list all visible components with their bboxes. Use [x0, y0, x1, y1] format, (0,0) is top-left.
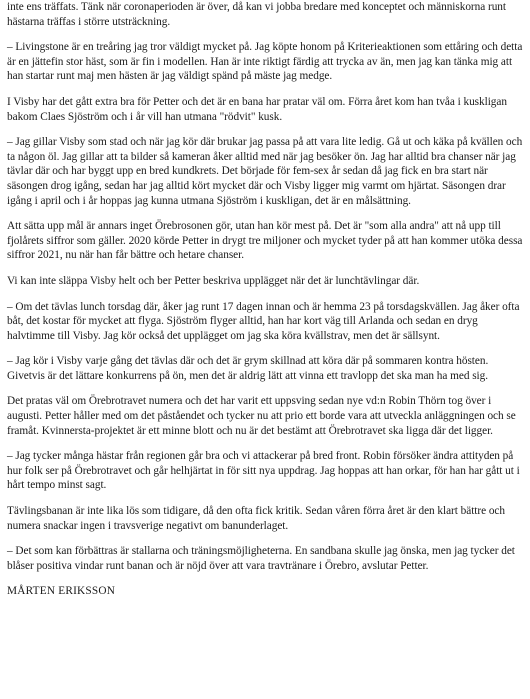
article-body: [7, 0, 525, 599]
author-byline: MÅRTEN ERIKSSON: [7, 585, 116, 598]
article-paragraph: Tävlingsbanan är inte lika lös som tidigare, då den ofta fick kritik. Sedan våren förra året är den klart bättre och numera snackar ingen i travsverige negativt om banunderlaget.: [7, 505, 505, 532]
article-paragraph: – Om det tävlas lunch torsdag där, åker jag runt 17 dagen innan och är hemma 23 på torsdagskvällen. Jag åker ofta båt, det kostar för mycket att flyga. Sjöström flyger alltid, han har kort väg till Arlanda och sedan en dryg halvtimme till Visby. Jag kör också det upplägget om jag ska köra kvällstrav, men det är sällsynt.: [7, 300, 520, 342]
article-paragraph: Det pratas väl om Örebrotravet numera och det har varit ett uppsving sedan nye vd:n Robin Thörn tog över i augusti. Petter håller med om det påståendet och tycker nu att prio ett borde vara att utveckla anläggningen och se framåt. Kvinnersta-projektet är ett minne blott och nu är det bestämt att Örebrotravet ska ligga där det ligger.: [7, 395, 516, 437]
article-paragraph: Att sätta upp mål är annars inget Örebrosonen gör, utan han kör mest på. Det är "som alla andra" att nå upp till fjolårets siffror som gäller. 2020 körde Petter in drygt tre miljoner och mycket tyder på att han kommer utöka dessa siffror 2021, nu när han får bättre och hetare chanser.: [7, 220, 523, 262]
article-paragraph: inte ens träffats. Tänk när coronaperioden är över, då kan vi jobba bredare med konceptet och människorna runt hästarna träffas i större utsträckning.: [7, 1, 506, 28]
article-paragraph: – Det som kan förbättras är stallarna och träningsmöjligheterna. En sandbana skulle jag önska, men jag tycker det blåser positiva vindar runt banan och är nöjd över att vara travtränare i Örebro, avslutar Petter.: [7, 545, 515, 572]
article-paragraph: – Jag tycker många hästar från regionen går bra och vi attackerar på bred front. Robin försöker ändra attityden på hur folk ser på Örebrotravet och går helhjärtat in för sitt nya uppdrag. Jag hoppas att han orkar, för han har gått ut i hårt tempo minst sagt.: [7, 450, 520, 492]
article-paragraph: – Livingstone är en treåring jag tror väldigt mycket på. Jag köpte honom på Kriterieaktionen som ettåring och detta är en jättefin stor häst, som är fin i modellen. Han är inte riktigt färdig att trycka av än, men jag kan tänka mig att han startar runt maj men hästen är jag väldigt spänd på mäste jag medge.: [7, 41, 523, 83]
article-paragraph: Vi kan inte släppa Visby helt och ber Petter beskriva upplägget när det är lunchtävlingar där.: [7, 274, 420, 287]
article-paragraph: I Visby har det gått extra bra för Petter och det är en bana har pratar väl om. Förra året kom han tvåa i kuskligan bakom Claes Sjöström och i år vill han utmana "rödvit" kusk.: [7, 95, 507, 123]
article-paragraph: – Jag kör i Visby varje gång det tävlas där och det är grym skillnad att köra där på sommaren kontra hösten. Givetvis är det lättare konkurrens på ön, men det är aldrig lätt att vinna ett travlopp det ska man ha med sig.: [7, 355, 489, 382]
article-paragraph: – Jag gillar Visby som stad och när jag kör där brukar jag passa på att vara lite ledig. Gå ut och käka på kvällen och ta någon öl. Jag gillar att ta bilder så kameran åker alltid med när jag besöker ön. Jag har alltid bra chanser när jag tävlar där och har byggt upp en bred kundkrets. Det började för fem-sex år sedan då jag fick en bra start när säsongen drog igång, sedan har jag alltid kört mycket där och Visby ligger mig varmt om hjärtat. Säsongen drar igång i april och i år hoppas jag kunna utmana Sjöström i kuskligan, det är en målsättning.: [7, 136, 523, 207]
